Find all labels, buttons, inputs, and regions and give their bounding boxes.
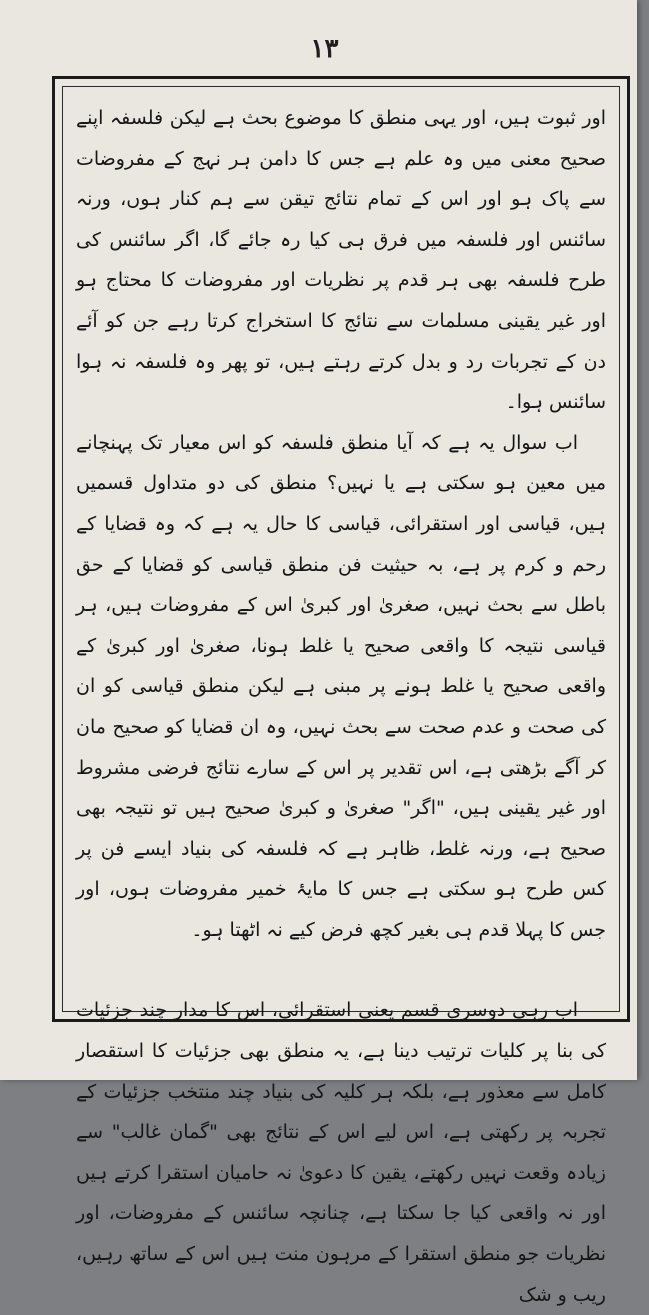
paragraph-2: اب سوال یہ ہے کہ آیا منطق فلسفہ کو اس معیار تک پہنچانے میں معین ہو سکتی ہے یا نہیں؟ منطق کی دو متداول قسمیں ہیں، قیاسی اور استقرائی، قیاسی کا حال یہ ہے کہ وہ قضایا کے رحم و کرم پر ہے، بہ حیثیت فن منطق قیاسی کو قضایا کے حق باطل سے بحث نہیں، صغریٰ اور کبریٰ اس کے مفروضات ہیں، ہر قیاسی نتیجہ کا واقعی صحیح یا غلط ہونا، صغریٰ اور کبریٰ کے واقعی صحیح یا غلط ہونے پر مبنی ہے لیکن منطق قیاسی کو ان کی صحت و عدم صحت سے بحث نہیں، وہ ان قضایا کو صحیح مان کر آگے بڑھتی ہے، اس تقدیر پر اس کے سارے نتائج فرضی مشروط اور غیر یقینی ہیں، "اگر" صغریٰ و کبریٰ صحیح ہیں تو نتیجہ بھی صحیح ہے، ورنہ غلط، ظاہر ہے کہ فلسفہ کی بنیاد ایسے فن پر کس طرح ہو سکتی ہے جس کا مایۂ خمیر مفروضات ہوں، اور جس کا پہلا قدم ہی بغیر کچھ فرض کیے نہ اٹھتا ہو۔ <box>76 431 606 941</box>
body-text <box>76 98 606 1306</box>
paragraph-3: اب رہی دوسری قسم یعنی استقرائی، اس کا مدار چند جزئیات کی بنا پر کلیات ترتیب دینا ہے، یہ منطق بھی جزئیات کا استقصار کامل سے معذور ہے، بلکہ ہر کلیہ کی بنیاد چند منتخب جزئیات کے تجربہ پر رکھتی ہے، اس لیے اس کے نتائج بھی "گمان غالب" سے زیادہ وقعت نہیں رکھتے، یقین کا دعویٰ نہ حامیان استقرا کرتے ہیں اور نہ واقعی کیا جا سکتا ہے، چنانچہ سائنس کے مفروضات، اور نظریات جو منطق استقرا کے مرہون منت ہیں اس کے ساتھ رہیں، ریب و شک <box>76 999 606 1306</box>
page-number: ۱۳ <box>310 34 339 64</box>
paragraph-1: اور ثبوت ہیں، اور یہی منطق کا موضوع بحث ہے لیکن فلسفہ اپنے صحیح معنی میں وہ علم ہے جس کا دامن ہر نہج کے مفروضات سے پاک ہو اور اس کے تمام نتائج تیقن سے ہم کنار ہوں، ورنہ سائنس اور فلسفہ میں فرق ہی کیا رہ جائے گا، اگر سائنس کی طرح فلسفہ بھی ہر قدم پر نظریات اور مفروضات کا محتاج ہو اور غیر یقینی مسلمات سے نتائج کا استخراج کرتا رہے جن کو آئے دن کے تجربات رد و بدل کرتے رہتے ہیں، تو پھر وہ فلسفہ نہ ہوا سائنس ہوا۔ <box>76 107 606 414</box>
